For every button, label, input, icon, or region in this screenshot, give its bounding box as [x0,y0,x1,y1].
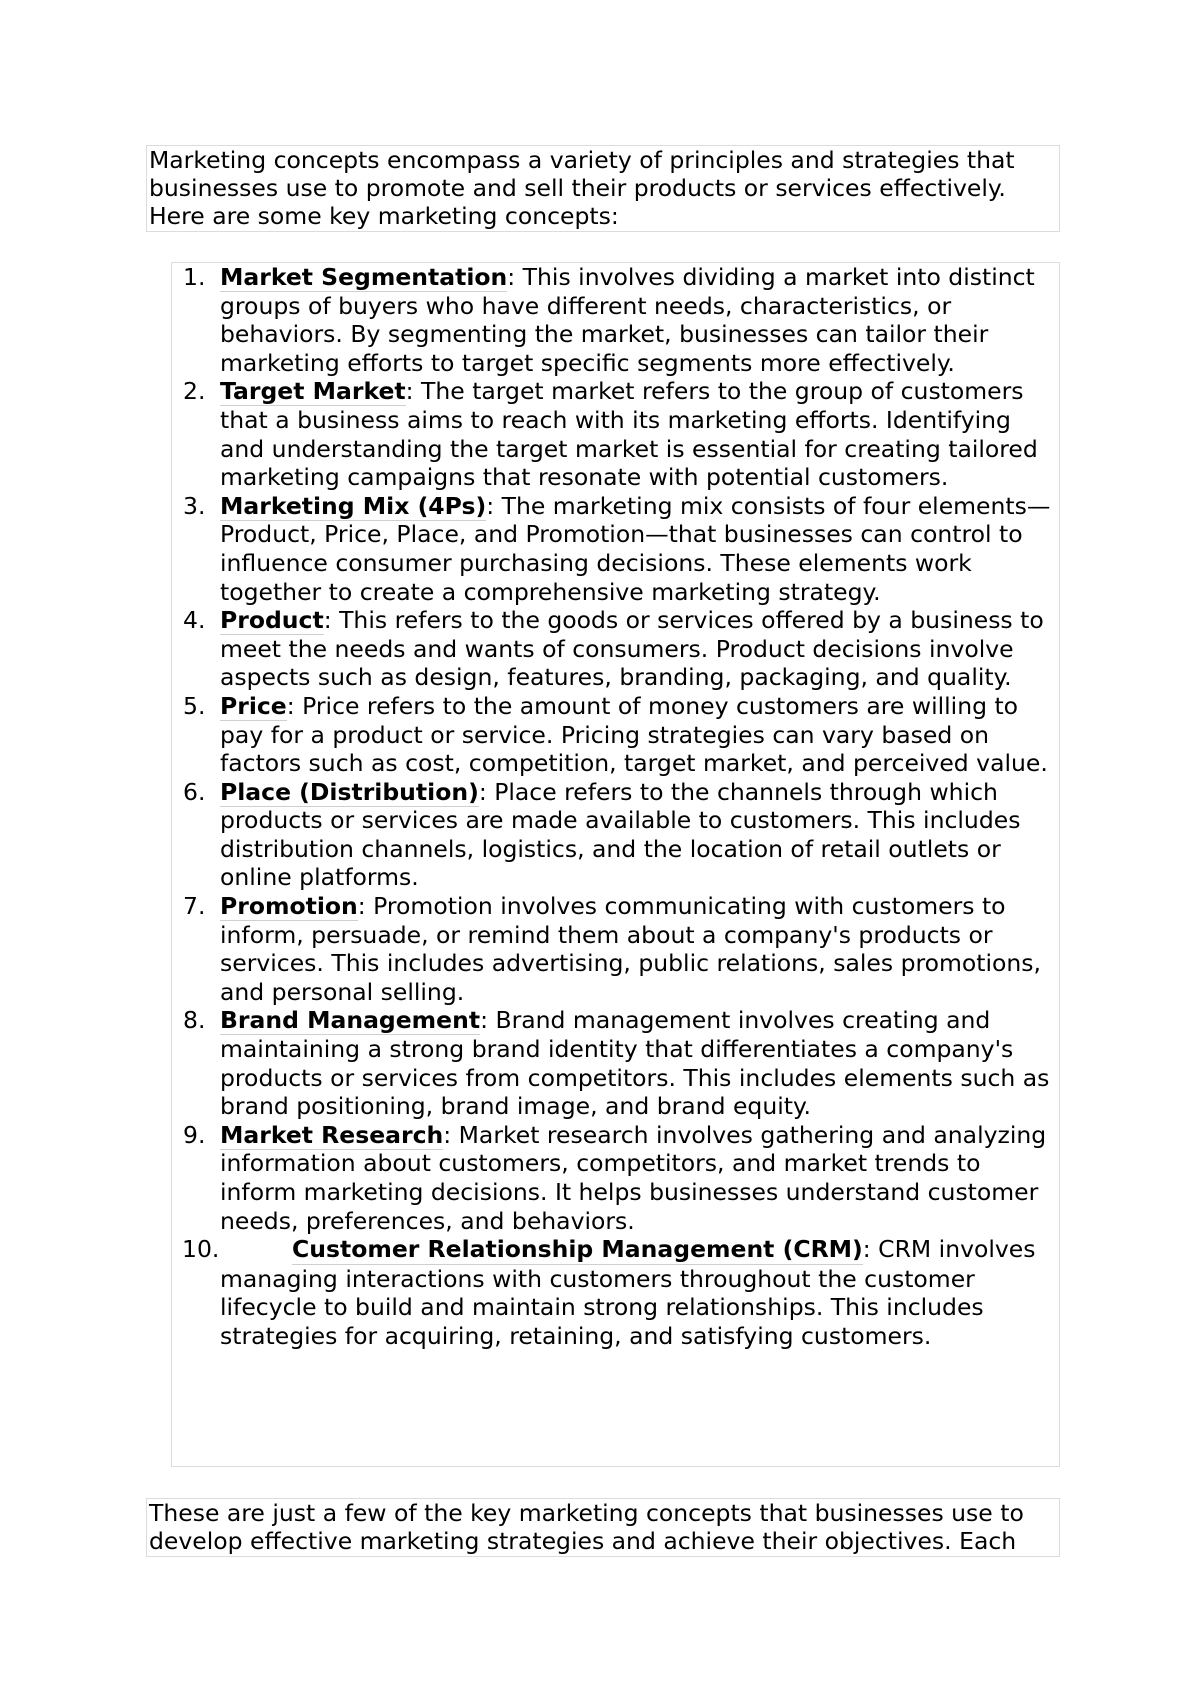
list-item-number: 8. [183,1006,206,1035]
intro-paragraph: Marketing concepts encompass a variety of principles and strategies that businesses use to promote and sell their products or services effectively. Here are some key marketing concepts: [146,145,1060,232]
list-item-term: Promotion [220,892,358,921]
list-item [172,1121,1059,1235]
list-item-number: 1. [183,263,206,291]
list-item [172,1006,1059,1120]
list-item [172,492,1059,606]
list-item-term: Product [220,606,324,635]
list-item [172,606,1059,692]
list-item-number: 10. [182,1235,220,1264]
list-item-text: : CRM involves managing interactions with customers throughout the customer lifecycle to build and maintain strong relationships. This includes strategies for acquiring, retaining, and satisfying customers. [220,1235,1036,1350]
list-item-term: Brand Management [220,1006,481,1035]
list-item [172,692,1059,778]
list-item-number: 4. [183,606,206,635]
list-item-number: 5. [183,691,206,720]
closing-paragraph: These are just a few of the key marketing concepts that businesses use to develop effective marketing strategies and achieve their objectives. Each [146,1498,1060,1557]
list-item-text: : The marketing mix consists of four elements—Product, Price, Place, and Promotion—that businesses can control to influence consumer purchasing decisions. These elements work together to create a comprehensive marketing strategy. [220,491,1051,606]
list-item [172,1235,1059,1350]
list-item-text: : Brand management involves creating and maintaining a strong brand identity that differentiates a company's products or services from competitors. This includes elements such as brand positioning, brand image, and brand equity. [220,1006,1050,1121]
list-item-text: : Market research involves gathering and analyzing information about customers, competitors, and market trends to inform marketing decisions. It helps businesses understand customer needs, preferences, and behaviors. [220,1120,1047,1235]
list-item [172,263,1059,377]
list-item-number: 9. [183,1120,206,1149]
list-item-number: 3. [183,491,206,520]
list-item-term: Market Research [220,1120,444,1149]
list-item-text: : Place refers to the channels through which products or services are made available to customers. This includes distribution channels, logistics, and the location of retail outlets or online platforms. [220,777,1021,892]
list-item-text: : This refers to the goods or services offered by a business to meet the needs and wants of consumers. Product decisions involve aspects such as design, features, branding, packaging, and quality. [220,606,1044,692]
concepts-list-container [171,262,1060,1467]
list-item-term: Target Market [220,377,406,406]
list-item-number: 7. [183,892,206,921]
list-item-term: Market Segmentation [220,263,508,291]
list-item [172,377,1059,491]
list-item [172,892,1059,1006]
list-item-term: Customer Relationship Management (CRM) [292,1235,863,1264]
list-item-number: 2. [183,377,206,406]
list-item [172,778,1059,892]
list-item-number: 6. [183,777,206,806]
list-item-text: : Price refers to the amount of money customers are willing to pay for a product or service. Pricing strategies can vary based on factors such as cost, competition, target market, and perceived value. [220,691,1048,778]
concepts-list [172,263,1059,1351]
list-item-text: : The target market refers to the group of customers that a business aims to reach with its marketing efforts. Identifying and understanding the target market is essential for creating tailored marketing campaigns that resonate with potential customers. [220,377,1038,492]
list-item-term: Price [220,691,287,720]
list-item-term: Place (Distribution) [220,777,479,806]
list-item-term: Marketing Mix (4Ps) [220,491,487,520]
list-item-text: : Promotion involves communicating with customers to inform, persuade, or remind them about a company's products or services. This includes advertising, public relations, sales promotions, and personal selling. [220,892,1042,1006]
list-item-text: : This involves dividing a market into distinct groups of buyers who have different needs, characteristics, or behaviors. By segmenting the market, businesses can tailor their marketing efforts to target specific segments more effectively. [220,263,1035,377]
